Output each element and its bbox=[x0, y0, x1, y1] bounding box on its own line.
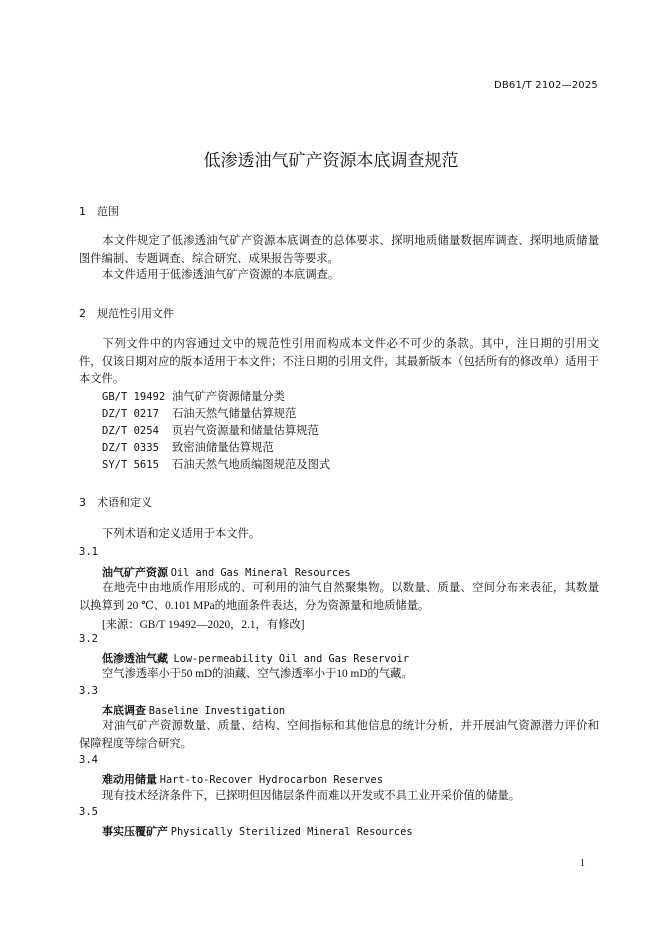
term-en: Physically Sterilized Mineral Resources bbox=[170, 826, 413, 838]
term-number: 3.5 bbox=[79, 806, 98, 818]
paragraph: 本文件适用于低渗透油气矿产资源的本底调查。 bbox=[102, 269, 340, 281]
page-number: 1 bbox=[580, 858, 585, 869]
term-en: Oil and Gas Mineral Resources bbox=[170, 567, 351, 579]
paragraph: 本文件规定了低渗透油气矿产资源本底调查的总体要求、探明地质储量数据库调查、探明地质储量图件编制、专题调查、综合研究、成果报告等要求。 bbox=[79, 235, 599, 265]
term-en: Hart-to-Recover Hydrocarbon Reserves bbox=[159, 774, 383, 786]
document-code: DB61/T 2102—2025 bbox=[493, 80, 598, 91]
term-zh: 事实压覆矿产 bbox=[102, 825, 168, 838]
reference-item bbox=[102, 406, 296, 423]
reference-title: 油气矿产资源储量分类 bbox=[172, 391, 285, 403]
section-title: 术语和定义 bbox=[97, 496, 152, 509]
term-zh: 低渗透油气藏 bbox=[102, 652, 168, 665]
term-number: 3.4 bbox=[79, 754, 98, 766]
term-heading bbox=[102, 702, 285, 718]
reference-code: GB/T 19492 bbox=[102, 391, 166, 403]
section-heading-1 bbox=[79, 203, 119, 219]
term-number: 3.3 bbox=[79, 685, 98, 697]
term-definition: 空气渗透率小于50 mD的油藏、空气渗透率小于10 mD的气藏。 bbox=[102, 668, 413, 680]
term-zh: 本底调查 bbox=[102, 704, 146, 717]
reference-code: DZ/T 0335 bbox=[102, 442, 159, 454]
term-en: Baseline Investigation bbox=[148, 705, 286, 717]
term-number: 3.1 bbox=[79, 546, 98, 558]
term-heading bbox=[102, 771, 383, 787]
reference-title: 页岩气资源量和储量估算规范 bbox=[172, 425, 319, 437]
reference-item bbox=[102, 457, 330, 474]
term-definition: 现有技术经济条件下，已探明但因储层条件而难以开发或不具工业开采价值的储量。 bbox=[102, 790, 520, 802]
section-title: 规范性引用文件 bbox=[97, 307, 174, 320]
term-number: 3.2 bbox=[79, 633, 98, 645]
section-heading-2 bbox=[79, 305, 174, 321]
reference-code: SY/T 5615 bbox=[102, 459, 159, 471]
term-definition: 对油气矿产资源数量、质量、结构、空间指标和其他信息的统计分析，并开展油气资源潜力评价和保障程度等综合研究。 bbox=[79, 720, 599, 750]
term-zh: 油气矿产资源 bbox=[102, 566, 168, 579]
term-heading bbox=[102, 650, 409, 666]
reference-title: 致密油储量估算规范 bbox=[172, 442, 274, 454]
reference-item bbox=[102, 440, 274, 457]
reference-code: DZ/T 0254 bbox=[102, 425, 159, 437]
paragraph: 下列术语和定义适用于本文件。 bbox=[102, 528, 261, 540]
reference-code: DZ/T 0217 bbox=[102, 408, 159, 420]
reference-title: 石油天然气地质编图规范及图式 bbox=[172, 459, 331, 471]
section-number: 1 bbox=[79, 205, 86, 218]
section-number: 3 bbox=[79, 496, 86, 509]
document-title: 低渗透油气矿产资源本底调查规范 bbox=[203, 151, 459, 171]
term-definition: 在地壳中由地质作用形成的、可利用的油气自然聚集物。以数量、质量、空间分布来表征，其数量以换算到 20 ℃、0.101 MPa的地面条件表达，分为资源量和地质储量。 bbox=[79, 582, 599, 612]
paragraph: 下列文件中的内容通过文中的规范性引用而构成本文件必不可少的条款。其中，注日期的引用文件，仅该日期对应的版本适用于本文件；不注日期的引用文件，其最新版本（包括所有的修改单）适用于本文件。 bbox=[79, 338, 599, 385]
term-zh: 难动用储量 bbox=[102, 773, 157, 786]
section-heading-3 bbox=[79, 494, 152, 510]
reference-item bbox=[102, 389, 285, 406]
reference-title: 石油天然气储量估算规范 bbox=[172, 408, 297, 420]
reference-item bbox=[102, 423, 319, 440]
section-title: 范围 bbox=[97, 205, 119, 218]
term-en: Low-permeability Oil and Gas Reservoir bbox=[173, 653, 410, 665]
term-heading bbox=[102, 564, 351, 580]
term-heading bbox=[102, 823, 413, 839]
section-number: 2 bbox=[79, 307, 86, 320]
term-source: [来源：GB/T 19492—2020，2.1，有修改] bbox=[102, 619, 305, 631]
